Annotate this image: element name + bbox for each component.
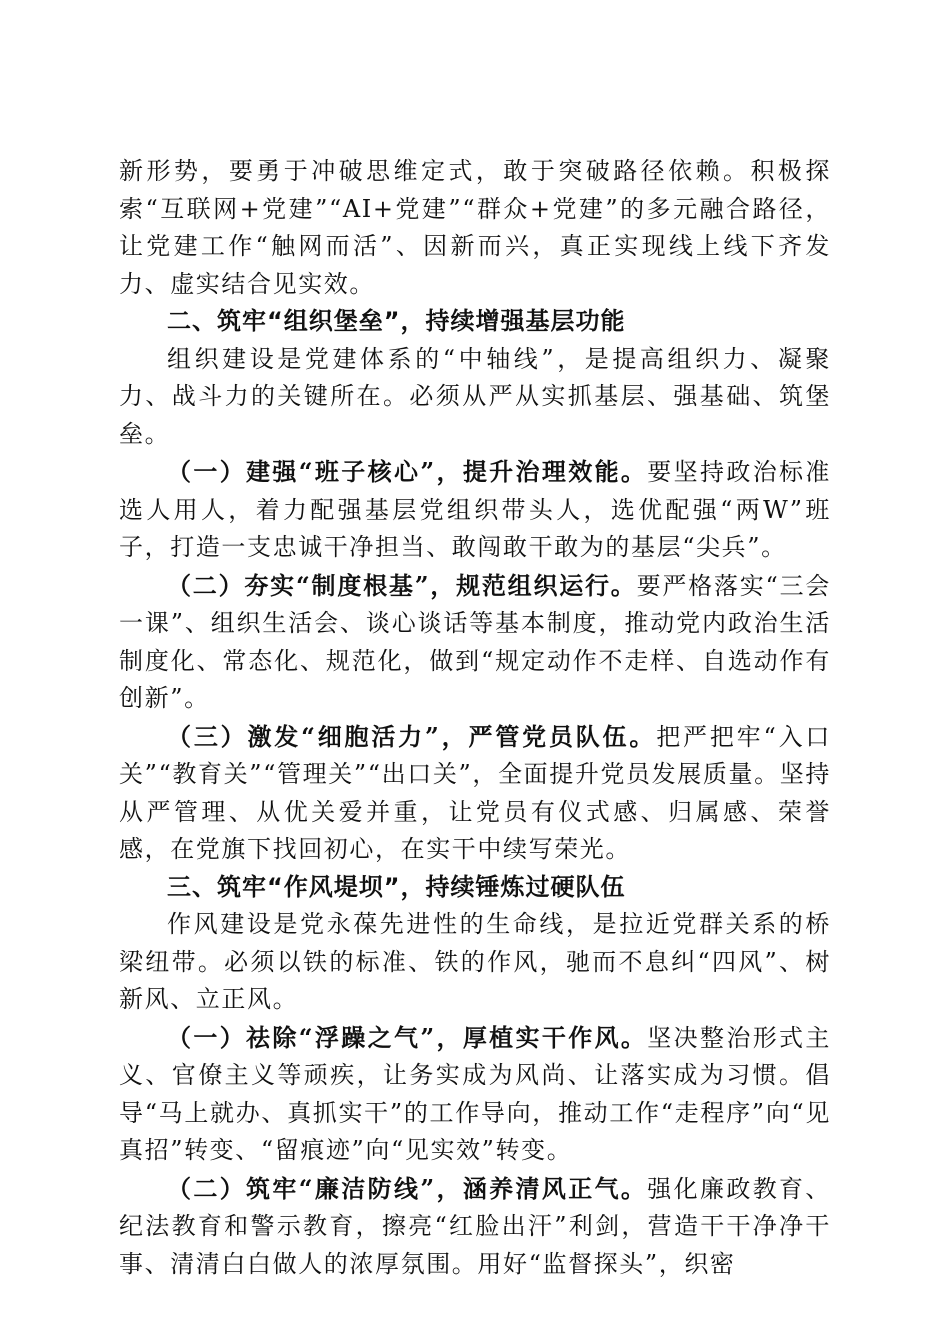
paragraph-subsection — [119, 718, 831, 869]
document-page — [119, 153, 831, 1283]
section-heading-3: 三、筑牢“作风堤坝”，持续锤炼过硬队伍 — [167, 872, 626, 901]
paragraph-text: 强化廉政教育、纪法教育和警示教育，擦亮“红脸出汗”利剑，营造干干净净干事、清清白白做人的浓厚氛围。用好“监督探头”，织密 — [119, 1174, 832, 1278]
subsection-lead: （二）夯实“制度根基”，规范组织运行。 — [167, 570, 637, 600]
paragraph-subsection — [119, 1170, 831, 1284]
subsection-lead: （二）筑牢“廉洁防线”，涵养清风正气。 — [167, 1173, 648, 1203]
paragraph-body — [119, 341, 831, 454]
paragraph-continuation — [119, 153, 831, 303]
paragraph-subsection — [119, 1019, 831, 1170]
paragraph-subsection — [119, 567, 831, 718]
paragraph-text: 坚决整治形式主义、官僚主义等顽疾，让务实成为风尚、让落实成为习惯。倡导“马上就办、真抓实干”的工作导向，推动工作“走程序”向“见真招”转变、“留痕迹”向“见实效”转变。 — [119, 1023, 832, 1164]
subsection-lead: （一）建强“班子核心”，提升治理效能。 — [167, 457, 648, 486]
paragraph-text: 作风建设是党永葆先进性的生命线，是拉近党群关系的桥梁纽带。必须以铁的标准、铁的作风，驰而不息纠“四风”、树新风、立正风。 — [119, 910, 831, 1013]
section-heading-2: 二、筑牢“组织堡垒”，持续增强基层功能 — [167, 307, 626, 335]
paragraph-text: 把严把牢“入口关”“教育关”“管理关”“出口关”，全面提升党员发展质量。坚持从严管理、从优关爱并重，让党员有仪式感、归属感、荣誉感，在党旗下找回初心，在实干中续写荣光。 — [119, 722, 831, 863]
subsection-lead: （一）祛除“浮躁之气”，厚植实干作风。 — [167, 1022, 648, 1052]
paragraph-body — [119, 906, 831, 1019]
paragraph-subsection — [119, 453, 831, 567]
paragraph-text: 组织建设是党建体系的“中轴线”，是提高组织力、凝聚力、战斗力的关键所在。必须从严从实抓基层、强基础、筑堡垒。 — [119, 344, 831, 448]
subsection-lead: （三）激发“细胞活力”，严管党员队伍。 — [167, 721, 657, 751]
paragraph-text: 要坚持政治标准选人用人，着力配强基层党组织带头人，选优配强“两W”班子，打造一支忠诚干净担当、敢闯敢干敢为的基层“尖兵”。 — [119, 458, 832, 561]
paragraph-text: 新形势，要勇于冲破思维定式，敢于突破路径依赖。积极探索“互联网+党建”“AI+党建”“群众+党建”的多元融合路径，让党建工作“触网而活”、因新而兴，真正实现线上线下齐发力、虚实结合见实效。 — [119, 157, 831, 298]
paragraph-text: 要严格落实“三会一课”、组织生活会、谈心谈话等基本制度，推动党内政治生活制度化、常态化、规范化，做到“规定动作不走样、自选动作有创新”。 — [119, 571, 831, 712]
